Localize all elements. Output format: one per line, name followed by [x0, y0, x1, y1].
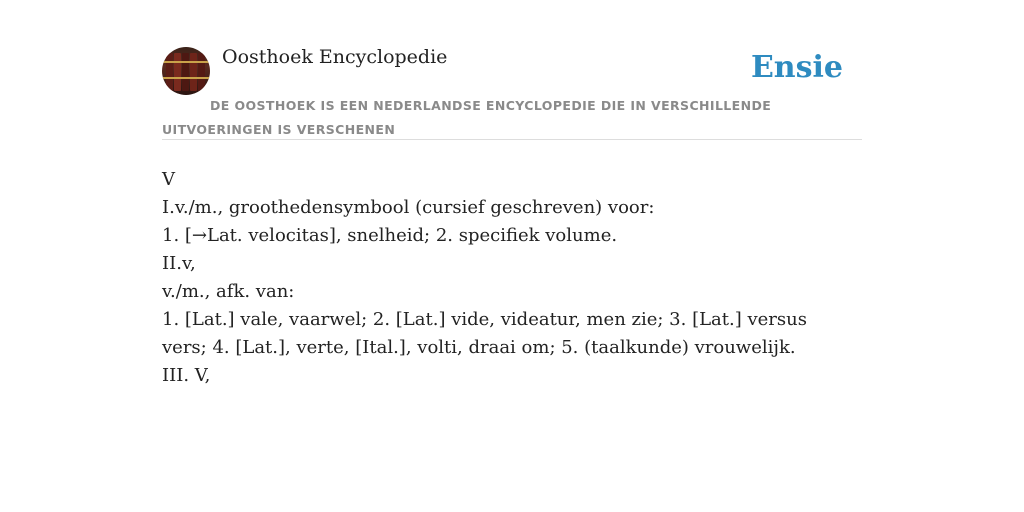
entry-definition: 1. [Lat.] vale, vaarwel; 2. [Lat.] vide, videatur, men zie; 3. [Lat.] versus vers; 4. [Lat.], verte, [Ital.], volti, draai om; 5. (taalkunde) vrouwelijk.	[162, 309, 807, 358]
entry-subheading: v./m., afk. van:	[162, 281, 295, 302]
publication-title-link[interactable]: Oosthoek Encyclopedie	[222, 46, 448, 68]
entry-definition: 1. [→Lat. velocitas], snelheid; 2. specifiek volume.	[162, 225, 618, 246]
publication-avatar-icon[interactable]	[162, 47, 210, 95]
article-term: V	[162, 169, 175, 190]
brand-logo-link[interactable]: Ensie	[750, 50, 843, 85]
article-content	[162, 166, 852, 390]
entry-heading: I.v./m., groothedensymbool (cursief geschreven) voor:	[162, 197, 655, 218]
publication-subtitle: DE OOSTHOEK IS EEN NEDERLANDSE ENCYCLOPEDIE DIE IN VERSCHILLENDE UITVOERINGEN IS VERSCHENEN	[162, 98, 772, 137]
site-header	[162, 46, 862, 140]
entry-heading: II.v,	[162, 253, 196, 274]
entry-heading: III. V,	[162, 365, 211, 386]
